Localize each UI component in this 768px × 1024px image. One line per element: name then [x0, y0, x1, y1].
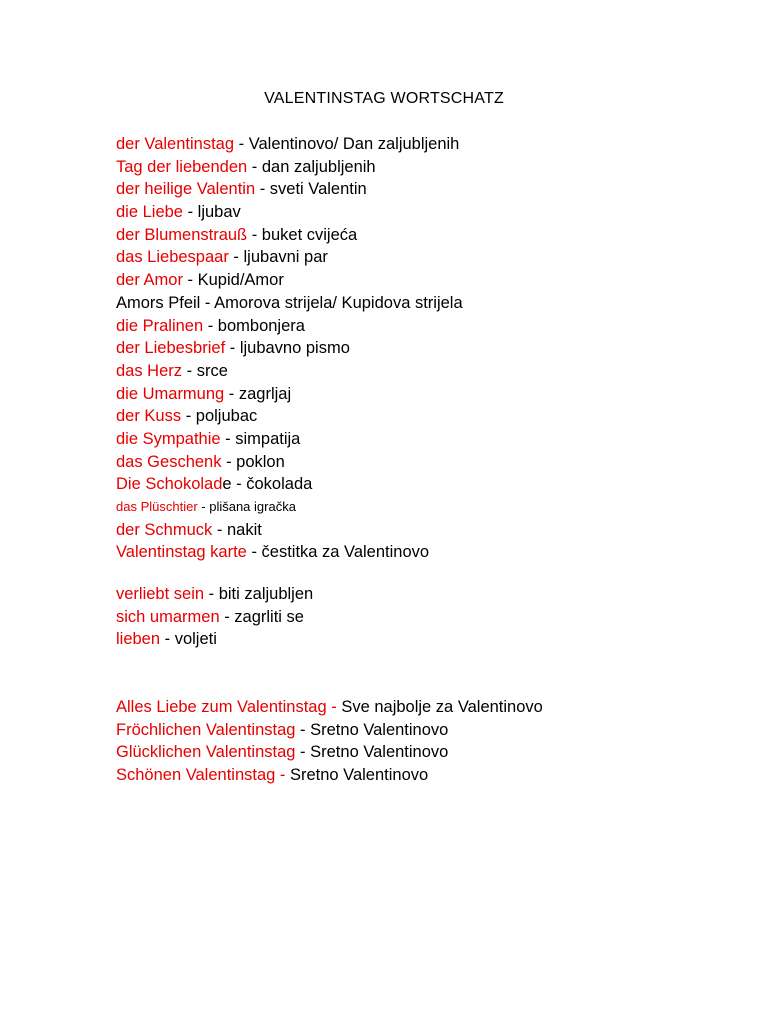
german-term: Glücklichen Valentinstag [116, 743, 296, 762]
translation: - ljubavno pismo [225, 339, 350, 358]
translation: - Sretno Valentinovo [295, 743, 449, 762]
german-term: Valentinstag karte [116, 543, 247, 562]
translation: - poljubac [181, 407, 258, 426]
vocabulary-list [116, 133, 736, 564]
german-term: Alles Liebe zum Valentinstag [116, 698, 327, 716]
greetings-line [116, 719, 736, 742]
german-term: lieben [116, 630, 161, 649]
german-term: der Liebesbrief [116, 339, 226, 358]
translation: - nakit [212, 520, 262, 539]
translation: - Kupid/Amor [182, 271, 284, 290]
translation: - simpatija [220, 429, 301, 448]
german-term: das Herz [116, 361, 183, 380]
german-term: Schönen Valentinstag [116, 766, 276, 785]
translation: Amors Pfeil - Amorova strijela/ Kupidova strijela [116, 293, 463, 312]
translation: - biti zaljubljen [204, 585, 314, 603]
german-term: Die Schokolad [116, 475, 223, 494]
german-term: die Pralinen [116, 316, 204, 335]
translation: - Sretno Valentinovo [295, 720, 449, 739]
verbs-line [116, 606, 736, 629]
vocabulary-line [116, 473, 736, 496]
verbs-line [116, 628, 736, 651]
vocabulary-line [116, 178, 736, 201]
translation: - čestitka za Valentinovo [246, 543, 430, 562]
vocabulary-line [116, 383, 736, 406]
translation: Sve najbolje za Valentinovo [341, 698, 543, 716]
german-term: der Schmuck [116, 520, 213, 539]
document-title: VALENTINSTAG WORTSCHATZ [264, 90, 504, 107]
translation: - zagrljaj [224, 384, 292, 403]
verbs-list [116, 583, 736, 651]
translation: - sveti Valentin [255, 180, 367, 199]
vocabulary-line [116, 156, 736, 179]
german-term: die Sympathie [116, 429, 221, 448]
verbs-line [116, 583, 736, 606]
vocabulary-line [116, 519, 736, 542]
translation: - ljubavni par [228, 248, 328, 267]
greetings-list [116, 696, 736, 787]
vocabulary-line [116, 224, 736, 247]
translation: - voljeti [160, 630, 217, 649]
vocabulary-line [116, 428, 736, 451]
greetings-line [116, 764, 736, 787]
vocabulary-line [116, 360, 736, 383]
translation: - ljubav [182, 203, 241, 222]
translation: - poklon [221, 452, 285, 471]
vocabulary-line [116, 405, 736, 428]
greetings-line [116, 741, 736, 764]
german-term: - [275, 766, 290, 785]
vocabulary-line [116, 133, 736, 156]
german-term: der Valentinstag [116, 135, 235, 153]
translation: Sretno Valentinovo [289, 766, 429, 785]
translation: - Valentinovo/ Dan zaljubljenih [234, 135, 460, 153]
translation: - plišana igračka [197, 499, 296, 514]
german-term: das Geschenk [116, 452, 222, 471]
german-term: Tag der liebenden [116, 157, 248, 176]
translation: e - čokolada [222, 475, 313, 494]
vocabulary-line [116, 451, 736, 474]
translation: - zagrliti se [219, 607, 304, 626]
translation: - dan zaljubljenih [247, 157, 376, 176]
vocabulary-line [116, 337, 736, 360]
vocabulary-line [116, 496, 736, 519]
greetings-line [116, 696, 736, 719]
translation: - srce [182, 361, 228, 380]
german-term: das Plüschtier [116, 499, 198, 514]
vocabulary-line [116, 541, 736, 564]
german-term: der Kuss [116, 407, 182, 426]
german-term: der heilige Valentin [116, 180, 256, 199]
vocabulary-line [116, 269, 736, 292]
german-term: sich umarmen [116, 607, 220, 626]
german-term: der Amor [116, 271, 183, 290]
translation: - bombonjera [203, 316, 305, 335]
vocabulary-line [116, 201, 736, 224]
vocabulary-line [116, 315, 736, 338]
german-term: Fröchlichen Valentinstag [116, 720, 296, 739]
german-term: verliebt sein [116, 585, 205, 603]
german-term: - [326, 698, 342, 716]
german-term: das Liebespaar [116, 248, 229, 267]
translation: - buket cvijeća [247, 225, 358, 244]
vocabulary-line [116, 246, 736, 269]
german-term: die Umarmung [116, 384, 225, 403]
german-term: der Blumenstrauß [116, 225, 248, 244]
vocabulary-line [116, 292, 736, 315]
german-term: die Liebe [116, 203, 183, 222]
